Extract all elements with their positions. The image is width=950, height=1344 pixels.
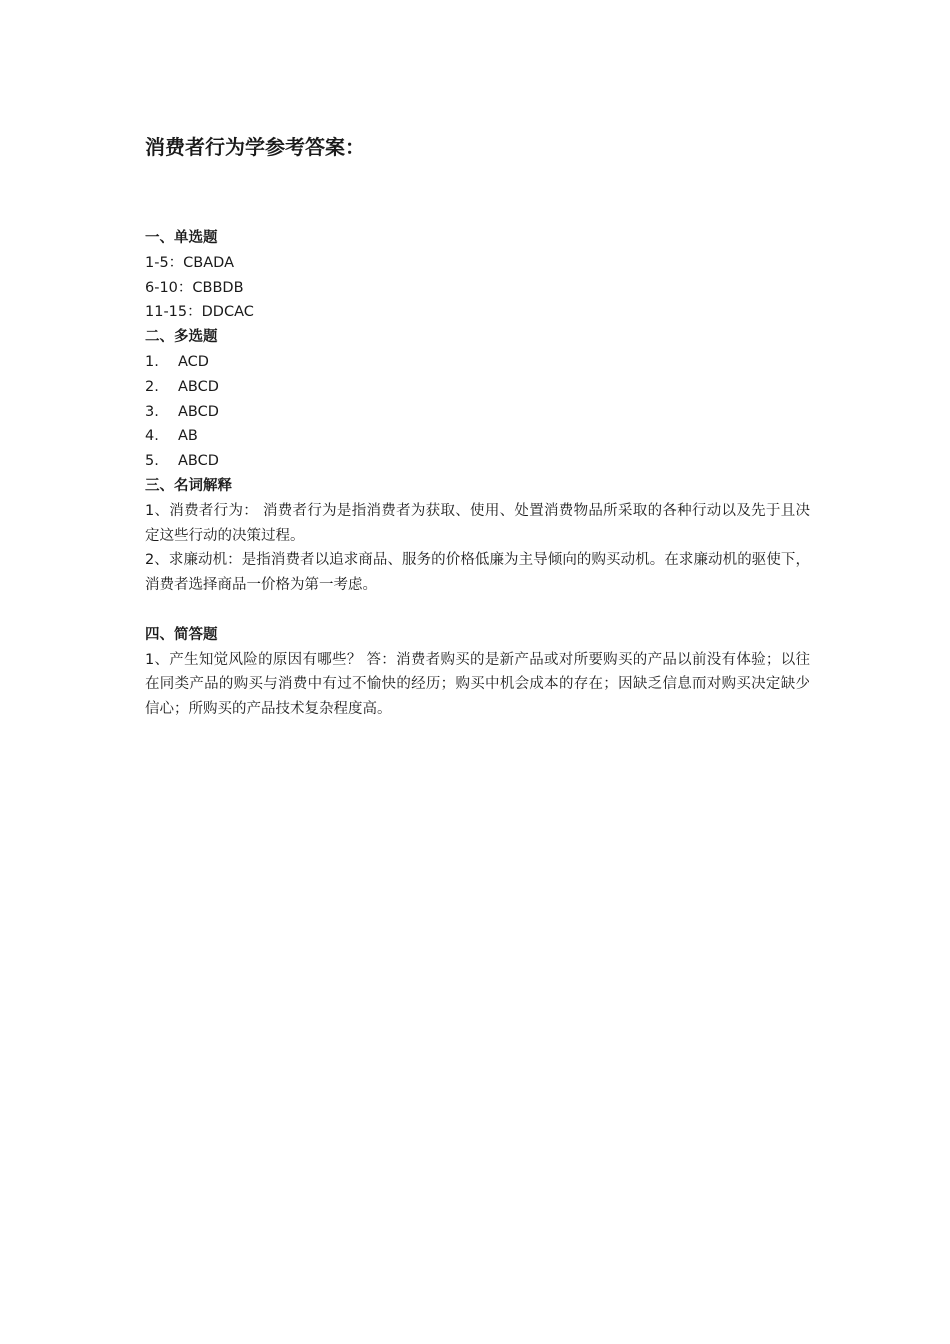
item-answer: AB [178, 428, 198, 445]
item-number: 3. [145, 403, 159, 420]
item-answer: ACD [178, 353, 209, 370]
multiple-choice-item [145, 350, 810, 375]
item-number: 4. [145, 428, 159, 445]
single-choice-answer-line: 1-5：CBADA [145, 254, 235, 271]
term-explanation-paragraph: 1、消费者行为： 消费者行为是指消费者为获取、使用、处置消费物品所采取的各种行动以及先于且决定这些行动的决策过程。 [145, 502, 810, 544]
single-choice-answer-line: 6-10：CBBDB [145, 279, 244, 296]
blank-line [145, 598, 810, 623]
document-title: 消费者行为学参考答案： [145, 135, 365, 159]
multiple-choice-item [145, 400, 810, 425]
multiple-choice-item [145, 449, 810, 474]
multiple-choice-item [145, 375, 810, 400]
item-number: 1. [145, 353, 159, 370]
short-answer-paragraph: 1、产生知觉风险的原因有哪些？ 答：消费者购买的是新产品或对所要购买的产品以前没有体验；以往在同类产品的购买与消费中有过不愉快的经历；购买中机会成本的存在；因缺乏信息而对购买决定缺少信心；所购买的产品技术复杂程度高。 [145, 651, 810, 718]
document-body [145, 226, 810, 722]
term-explanation-paragraph: 2、求廉动机：是指消费者以追求商品、服务的价格低廉为主导倾向的购买动机。在求廉动机的驱使下，消费者选择商品一价格为第一考虑。 [145, 552, 810, 594]
section-heading-term-explanation: 三、名词解释 [145, 477, 232, 494]
section-heading-short-answer: 四、简答题 [145, 626, 218, 643]
section-heading-multiple-choice: 二、多选题 [145, 329, 218, 346]
item-answer: ABCD [178, 403, 219, 420]
item-number: 5. [145, 453, 159, 470]
item-answer: ABCD [178, 453, 219, 470]
item-number: 2. [145, 378, 159, 395]
section-heading-single-choice: 一、单选题 [145, 230, 218, 246]
single-choice-answer-line: 11-15：DDCAC [145, 304, 254, 321]
item-answer: ABCD [178, 378, 219, 395]
multiple-choice-item [145, 424, 810, 449]
